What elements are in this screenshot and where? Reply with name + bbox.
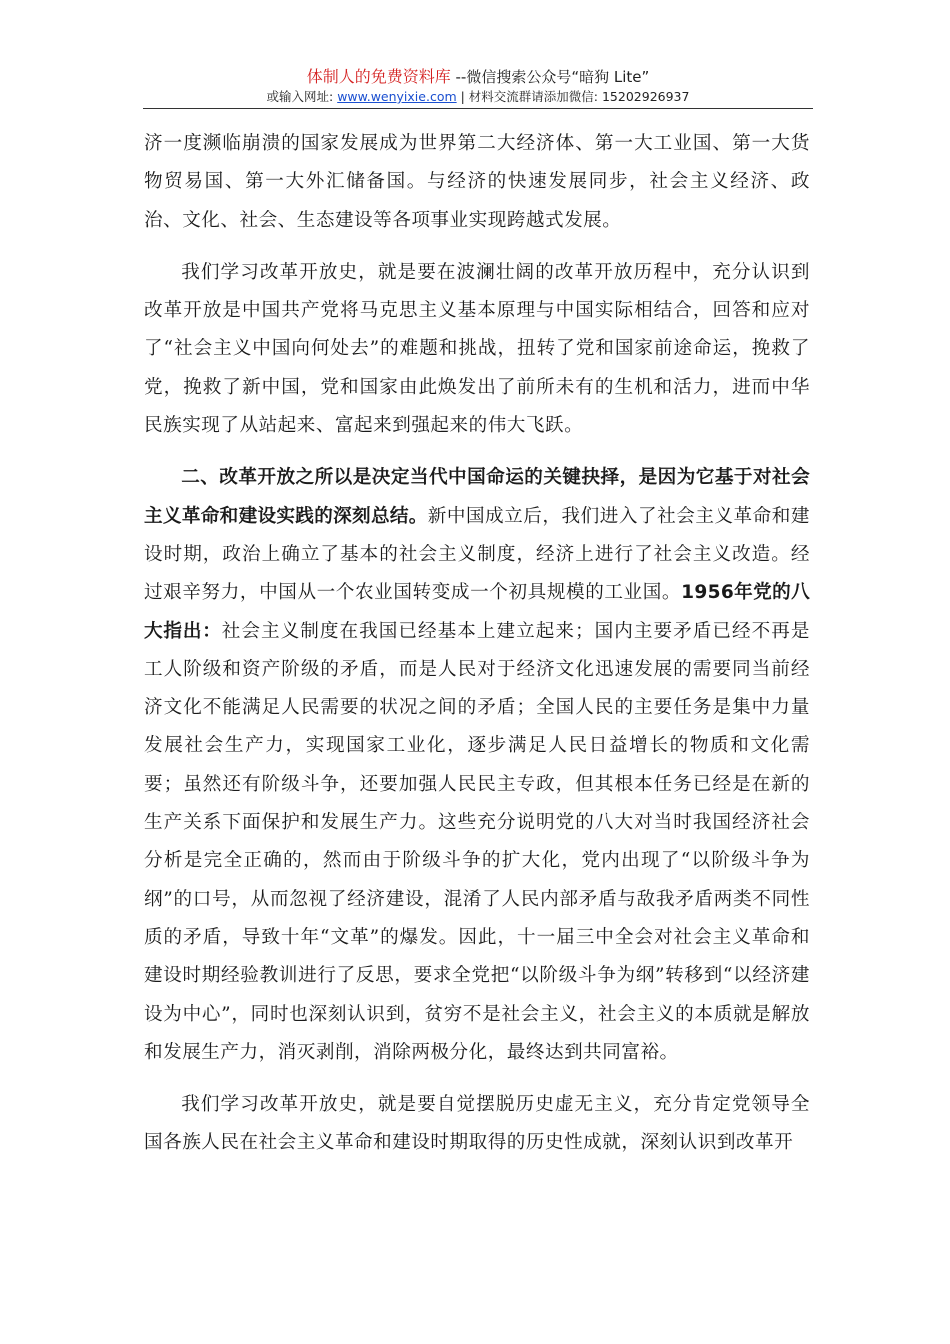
paragraph-2: 我们学习改革开放史，就是要在波澜壮阔的改革开放历程中，充分认识到改革开放是中国共产党将马克思主义基本原理与中国实际相结合，回答和应对了“社会主义中国向何处去”的难题和挑战，扭转了党和国家前途命运，挽救了党，挽救了新中国，党和国家由此焕发出了前所未有的生机和活力，进而中华民族实现了从站起来、富起来到强起来的伟大飞跃。: [144, 261, 810, 437]
brand-suffix: --微信搜索公众号“暗狗 Lite”: [450, 68, 650, 86]
document-body: [144, 125, 810, 1163]
url-prefix: 或输入网址:: [266, 89, 338, 104]
paragraph-1: 济一度濒临崩溃的国家发展成为世界第二大经济体、第一大工业国、第一大货物贸易国、第一大外汇储备国。与经济的快速发展同步，社会主义经济、政治、文化、社会、生态建设等各项事业实现跨越式发展。: [144, 133, 810, 231]
paragraph-4: 我们学习改革开放史，就是要自觉摆脱历史虚无主义，充分肯定党领导全国各族人民在社会主义革命和建设时期取得的历史性成就，深刻认识到改革开: [144, 1094, 810, 1154]
contact-info: | 材料交流群请添加微信: 15202926937: [456, 89, 690, 104]
header-divider: [143, 108, 813, 109]
header-contact-line: [143, 88, 813, 106]
paragraph-3-text-2: 社会主义制度在我国已经基本上建立起来；国内主要矛盾已经不再是工人阶级和资产阶级的矛盾，而是人民对于经济文化迅速发展的需要同当前经济文化不能满足人民需要的状况之间的矛盾；全国人民的主要任务是集中力量发展社会生产力，实现国家工业化，逐步满足人民日益增长的物质和文化需要；虽然还有阶级斗争，还要加强人民民主专政，但其根本任务已经是在新的生产关系下面保护和发展生产力。这些充分说明党的八大对当时我国经济社会分析是完全正确的，然而由于阶级斗争的扩大化，党内出现了“以阶级斗争为纲”的口号，从而忽视了经济建设，混淆了人民内部矛盾与敌我矛盾两类不同性质的矛盾，导致十年“文革”的爆发。因此，十一届三中全会对社会主义革命和建设时期经验教训进行了反思，要求全党把“以阶级斗争为纲”转移到“以经济建设为中心”，同时也深刻认识到，贫穷不是社会主义，社会主义的本质就是解放和发展生产力，消灭剥削，消除两极分化，最终达到共同富裕。: [144, 620, 810, 1063]
paragraph-3: [144, 459, 810, 1072]
website-link[interactable]: www.wenyixie.com: [337, 89, 457, 104]
brand-title: 体制人的免费资料库: [306, 67, 451, 86]
paragraph-3-text-1: 新中国成立后，我们进入了社会主义革命和建设时期，政治上确立了基本的社会主义制度，经济上进行了社会主义改造。经过艰辛努力，中国从一个农业国转变成一个初具规模的工业国。: [144, 505, 810, 604]
paragraph-3-emphasis: 1956年党的八大指出：: [144, 582, 810, 642]
header-title-line: [143, 66, 813, 88]
section-heading: 二、改革开放之所以是决定当代中国命运的关键抉择，是因为它基于对社会主义革命和建设实践的深刻总结。: [144, 467, 810, 527]
page-header: [143, 66, 813, 106]
